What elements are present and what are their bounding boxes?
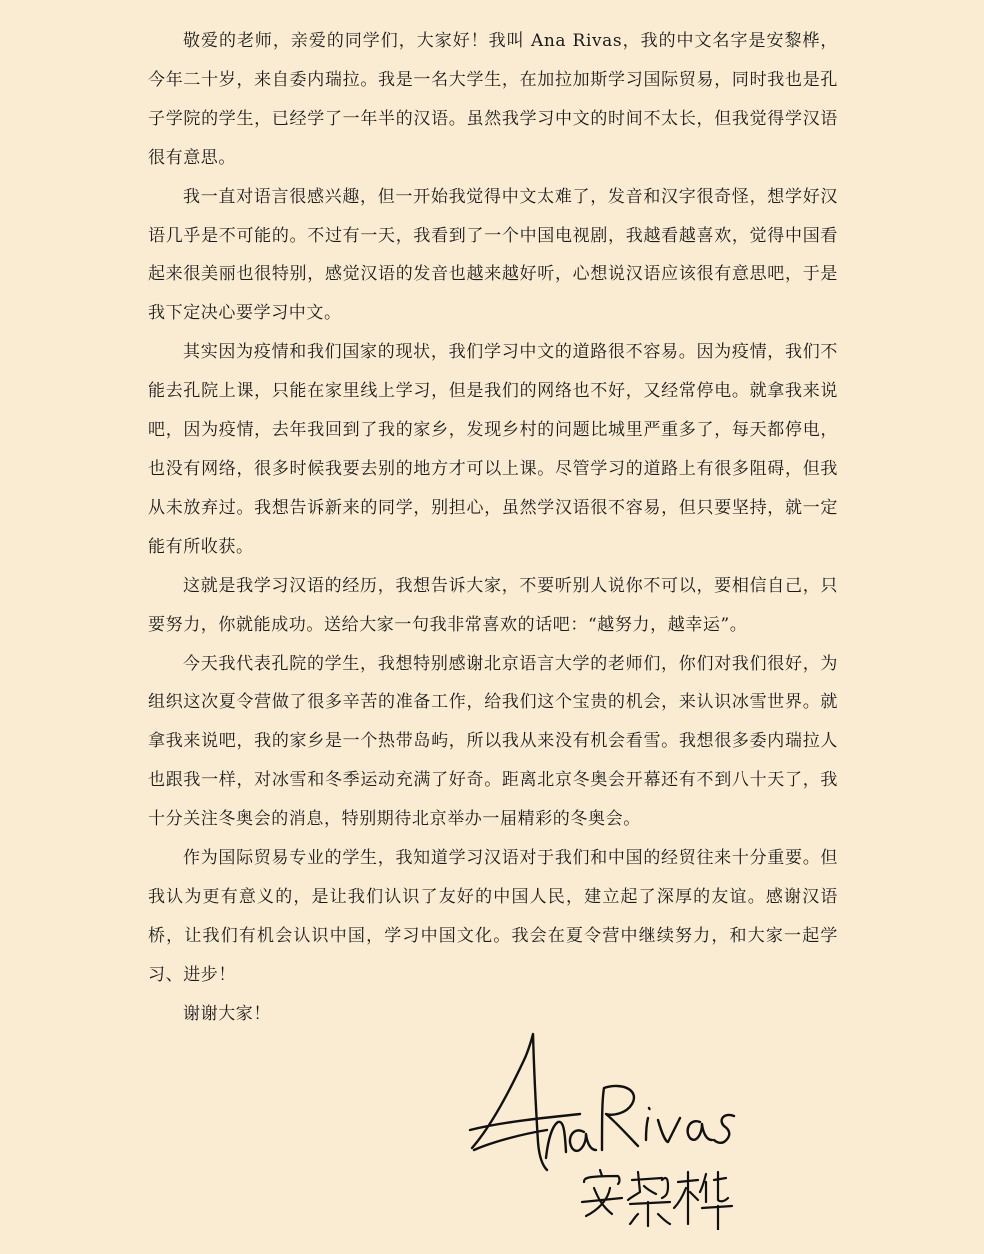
paragraph-interest: 我一直对语言很感兴趣，但一开始我觉得中文太难了，发音和汉字很奇怪，想学好汉语几乎是不可能的。不过有一天，我看到了一个中国电视剧，我越看越喜欢，觉得中国看起来很美丽也很特别，感觉汉语的发音也越来越好听，心想说汉语应该很有意思吧，于是我下定决心要学习中文。: [148, 186, 838, 324]
signature-latin-name: [470, 1034, 580, 1170]
paragraph-closing: 谢谢大家！: [183, 1003, 271, 1024]
signature-drawing: [462, 1030, 752, 1230]
paragraph-greeting: 敬爱的老师，亲爱的同学们，大家好！我叫 Ana Rivas，我的中文名字是安黎桦，今年二十岁，来自委内瑞拉。我是一名大学生，在加拉加斯学习国际贸易，同时我也是孔子学院的学生，已经学了一年半的汉语。虽然我学习中文的时间不太长，但我觉得学汉语很有意思。: [148, 31, 838, 168]
paragraph-thanks-blcu: 今天我代表孔院的学生，我想特别感谢北京语言大学的老师们，你们对我们很好，为组织这次夏令营做了很多辛苦的准备工作，给我们这个宝贵的机会，来认识冰雪世界。就拿我来说吧，我的家乡是一个热带岛屿，所以我从来没有机会看雪。我想很多委内瑞拉人也跟我一样，对冰雪和冬季运动充满了好奇。距离北京冬奥会开幕还有不到八十天了，我十分关注冬奥会的消息，特别期待北京举办一届精彩的冬奥会。: [148, 653, 838, 830]
signature-chinese-name: [582, 1170, 732, 1230]
paragraph-advice: 这就是我学习汉语的经历，我想告诉大家，不要听别人说你不可以，要相信自己，只要努力，你就能成功。送给大家一句我非常喜欢的话吧：“越努力，越幸运”。: [148, 575, 838, 635]
handwritten-signature: [462, 1030, 752, 1230]
paragraph-difficulties: 其实因为疫情和我们国家的现状，我们学习中文的道路很不容易。因为疫情，我们不能去孔院上课，只能在家里线上学习，但是我们的网络也不好，又经常停电。就拿我来说吧，因为疫情，去年我回到了我的家乡，发现乡村的问题比城里严重多了，每天都停电，也没有网络，很多时候我要去别的地方才可以上课。尽管学习的道路上有很多阻碍，但我从未放弃过。我想告诉新来的同学，别担心，虽然学汉语很不容易，但只要坚持，就一定能有所收获。: [148, 342, 838, 557]
letter-body: [148, 22, 838, 1034]
paragraph-trade-friendship: 作为国际贸易专业的学生，我知道学习汉语对于我们和中国的经贸往来十分重要。但我认为更有意义的，是让我们认识了友好的中国人民，建立起了深厚的友谊。感谢汉语桥，让我们有机会认识中国，学习中国文化。我会在夏令营中继续努力，和大家一起学习、进步！: [148, 848, 838, 985]
